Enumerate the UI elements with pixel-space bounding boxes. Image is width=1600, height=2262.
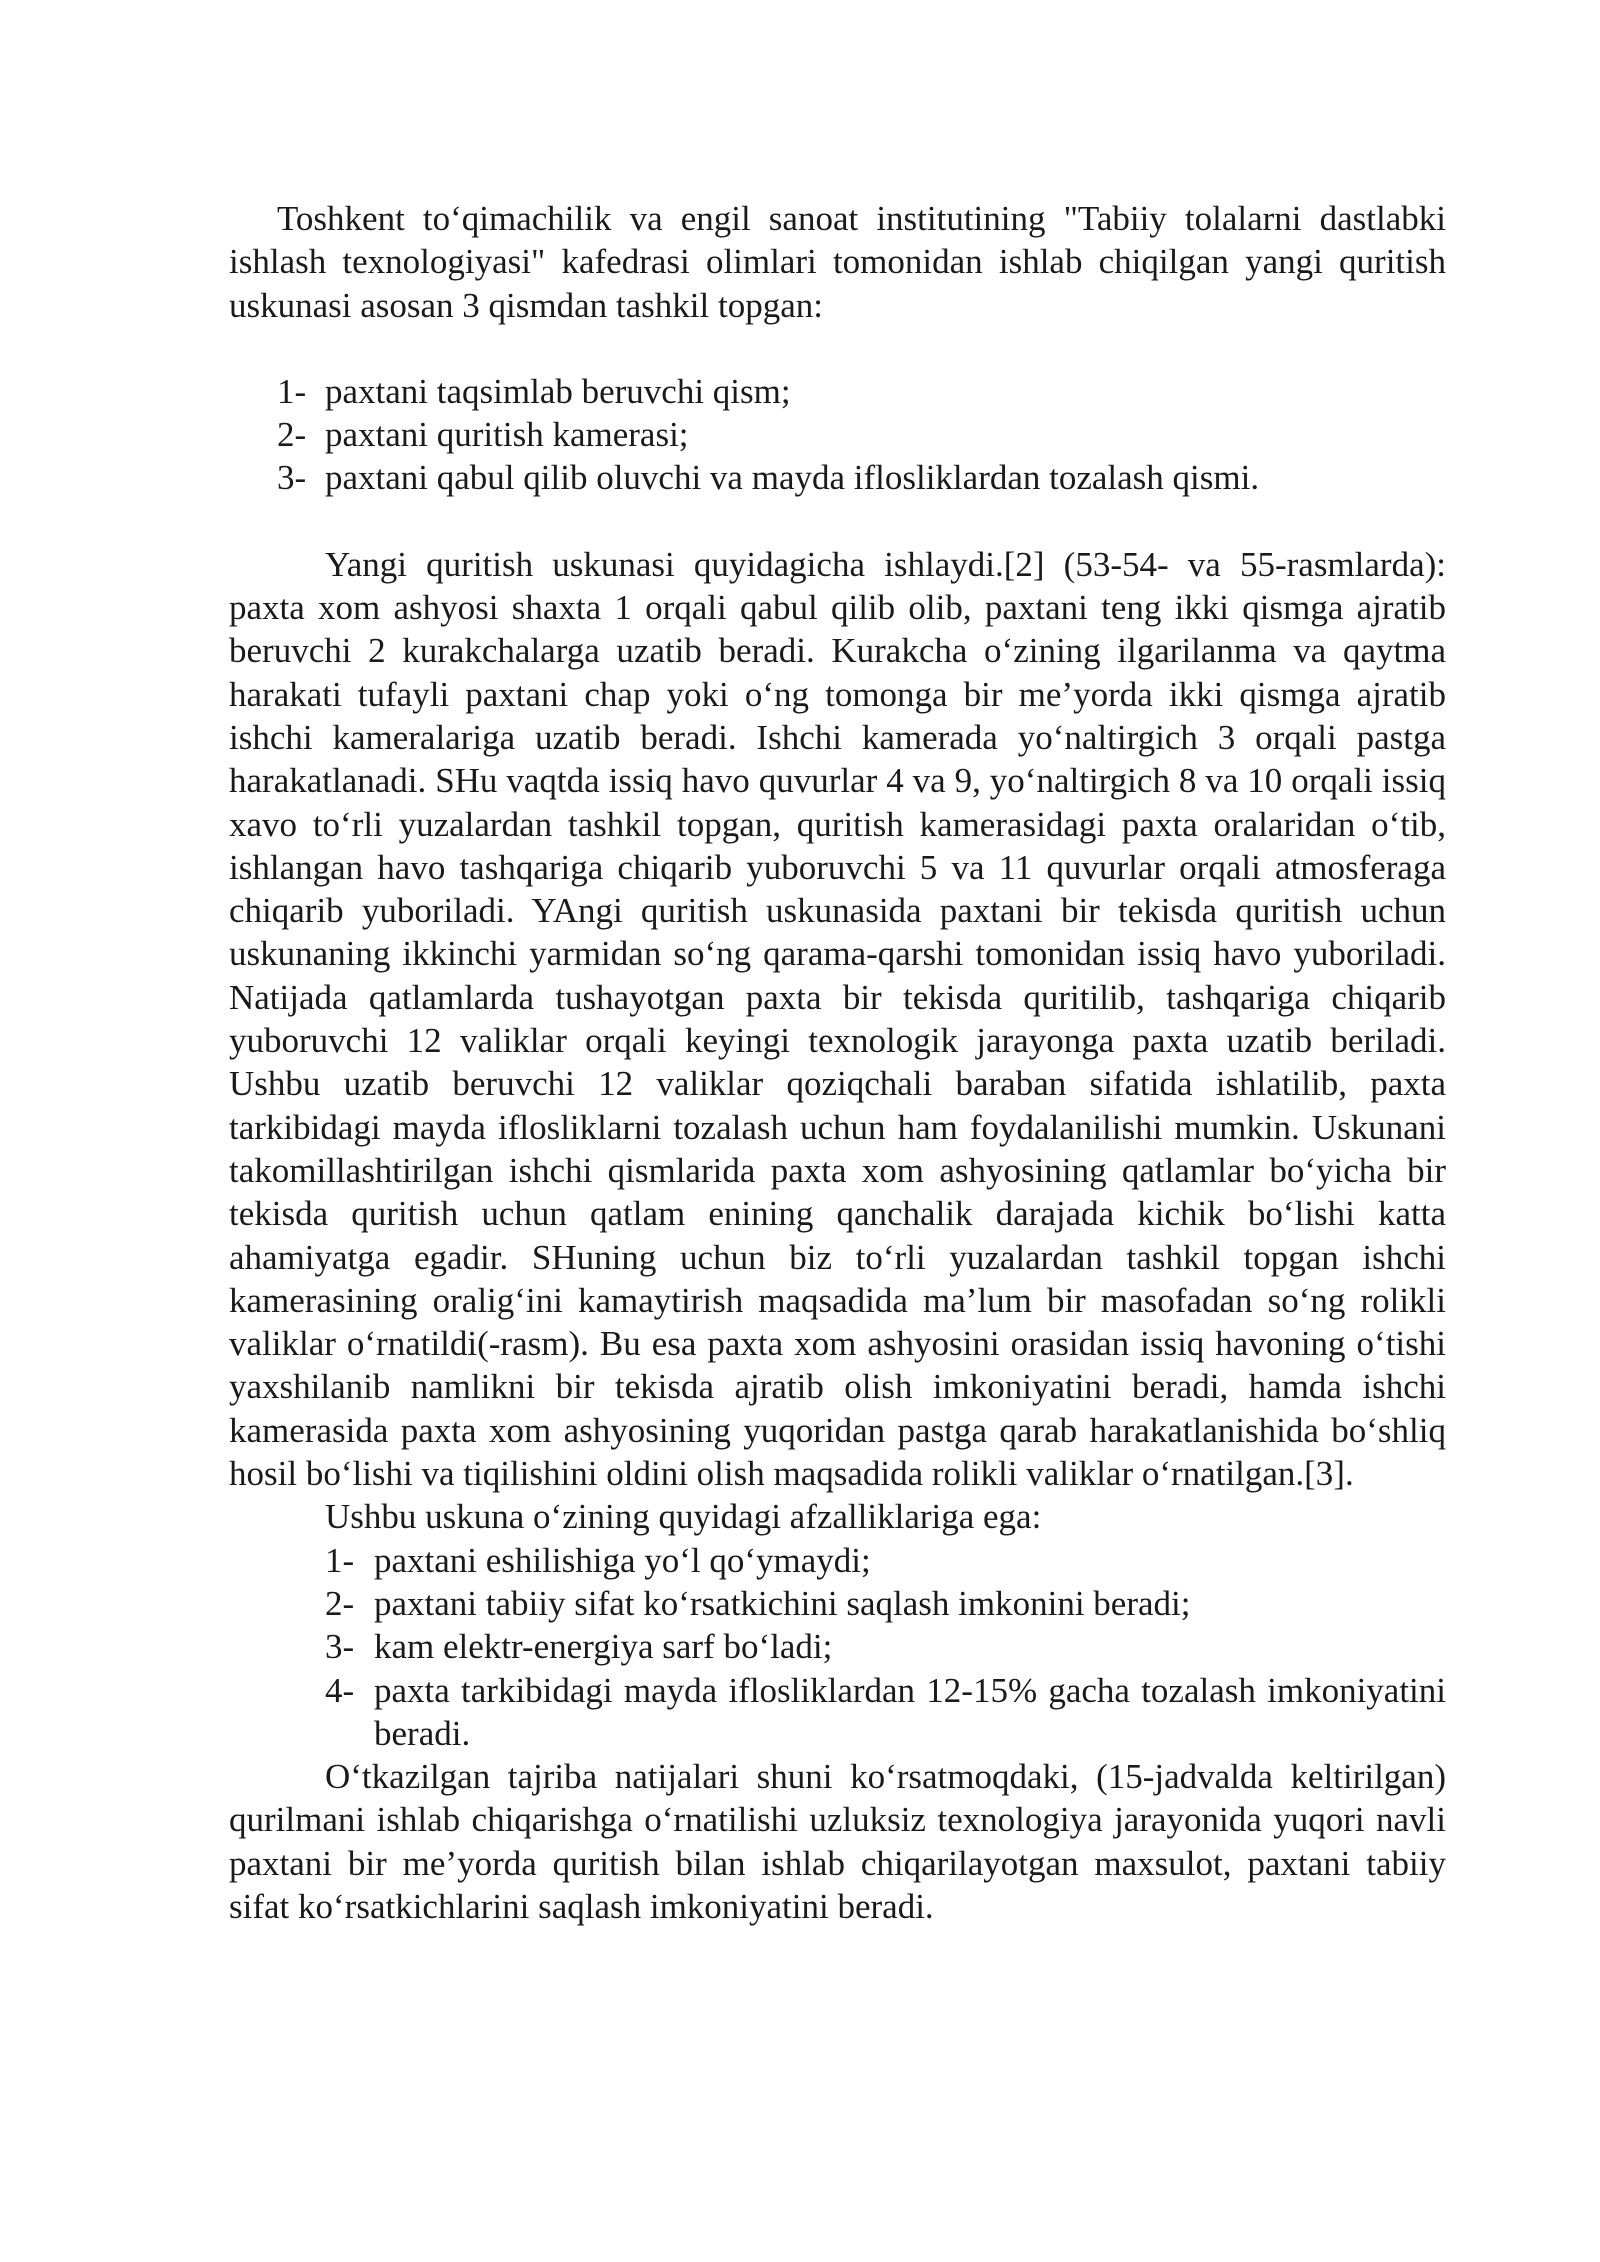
parts-list xyxy=(229,370,1446,500)
list-item-number: 4- xyxy=(325,1670,355,1710)
list-item-text: paxtani eshilishiga yo‘l qo‘ymaydi; xyxy=(374,1540,871,1580)
advantages-list xyxy=(229,1539,1446,1755)
list-item-text: paxtani qabul qilib oluvchi va mayda iflosliklardan tozalash qismi. xyxy=(325,458,1260,498)
advantages-intro: Ushbu uskuna o‘zining quyidagi afzalliklariga ega: xyxy=(325,1497,1042,1537)
document-page xyxy=(229,197,1446,1928)
conclusion-paragraph: O‘tkazilgan tajriba natijalari shuni ko‘rsatmoqdaki, (15-jadvalda keltirilgan) qurilmani ishlab chiqarishga o‘rnatilishi uzluksiz texnologiya jarayonida yuqori navli paxtani bir me’yorda quritish bilan ishlab chiqarilayotgan maxsulot, paxtani tabiiy sifat ko‘rsatkichlarini saqlash imkoniyatini beradi. xyxy=(229,1757,1446,1926)
list-item-text: paxtani quritish kamerasi; xyxy=(325,415,689,455)
list-item xyxy=(229,413,1446,456)
list-item xyxy=(229,456,1446,499)
spacer xyxy=(229,327,1446,370)
list-item-number: 2- xyxy=(277,415,307,455)
list-item-number: 1- xyxy=(277,371,307,411)
list-item-text: kam elektr-energiya sarf bo‘ladi; xyxy=(374,1627,833,1667)
list-item-number: 2- xyxy=(325,1583,355,1623)
spacer xyxy=(229,500,1446,543)
list-item xyxy=(229,1582,1446,1625)
list-item-text: paxtani tabiiy sifat ko‘rsatkichini saqlash imkonini beradi; xyxy=(374,1583,1191,1623)
list-item xyxy=(229,1625,1446,1668)
list-item-number: 3- xyxy=(325,1627,355,1667)
list-item xyxy=(229,370,1446,413)
list-item-text: paxta tarkibidagi mayda iflosliklardan 12-15% gacha tozalash imkoniyatini beradi. xyxy=(374,1670,1446,1753)
list-item xyxy=(229,1539,1446,1582)
intro-paragraph: Toshkent to‘qimachilik va engil sanoat institutining "Tabiiy tolalarni dastlabki ishlash texnologiyasi" kafedrasi olimlari tomonidan ishlab chiqilgan yangi quritish uskunasi asosan 3 qismdan tashkil topgan: xyxy=(229,199,1446,325)
list-item-number: 1- xyxy=(325,1540,355,1580)
list-item-number: 3- xyxy=(277,458,307,498)
description-paragraph: Yangi quritish uskunasi quyidagicha ishlaydi.[2] (53-54- va 55-rasmlarda): paxta xom ashyosi shaxta 1 orqali qabul qilib olib, paxtani teng ikki qismga ajratib beruvchi 2 kurakchalarga uzatib beradi. Kurakcha o‘zining ilgarilanma va qaytma harakati tufayli paxtani chap yoki o‘ng tomonga bir me’yorda ikki qismga ajratib ishchi kameralariga uzatib beradi. Ishchi kamerada yo‘naltirgich 3 orqali pastga harakatlanadi. SHu vaqtda issiq havo quvurlar 4 va 9, yo‘naltirgich 8 va 10 orqali issiq xavo to‘rli yuzalardan tashkil topgan, quritish kamerasidagi paxta oralaridan o‘tib, ishlangan havo tashqariga chiqarib yuboruvchi 5 va 11 quvurlar orqali atmosferaga chiqarib yuboriladi. YAngi quritish uskunasida paxtani bir tekisda quritish uchun uskunaning ikkinchi yarmidan so‘ng qarama-qarshi tomonidan issiq havo yuboriladi. Natijada qatlamlarda tushayotgan paxta bir tekisda quritilib, tashqariga chiqarib yuboruvchi 12 valiklar orqali keyingi texnologik jarayonga paxta uzatib beriladi. Ushbu uzatib beruvchi 12 valiklar qoziqchali baraban sifatida ishlatilib, paxta tarkibidagi mayda iflosliklarni tozalash uchun ham foydalanilishi mumkin. Uskunani takomillashtirilgan ishchi qismlarida paxta xom ashyosining qatlamlar bo‘yicha bir tekisda quritish uchun qatlam enining qanchalik darajada kichik bo‘lishi katta ahamiyatga egadir. SHuning uchun biz to‘rli yuzalardan tashkil topgan ishchi kamerasining oralig‘ini kamaytirish maqsadida ma’lum bir masofadan so‘ng rolikli valiklar o‘rnatildi(-rasm). Bu esa paxta xom ashyosini orasidan issiq havoning o‘tishi yaxshilanib namlikni bir tekisda ajratib olish imkoniyatini beradi, hamda ishchi kamerasida paxta xom ashyosining yuqoridan pastga qarab harakatlanishida bo‘shliq hosil bo‘lishi va tiqilishini oldini olish maqsadida rolikli valiklar o‘rnatilgan.[3]. xyxy=(229,544,1446,1494)
list-item xyxy=(229,1669,1446,1756)
list-item-text: paxtani taqsimlab beruvchi qism; xyxy=(325,371,791,411)
